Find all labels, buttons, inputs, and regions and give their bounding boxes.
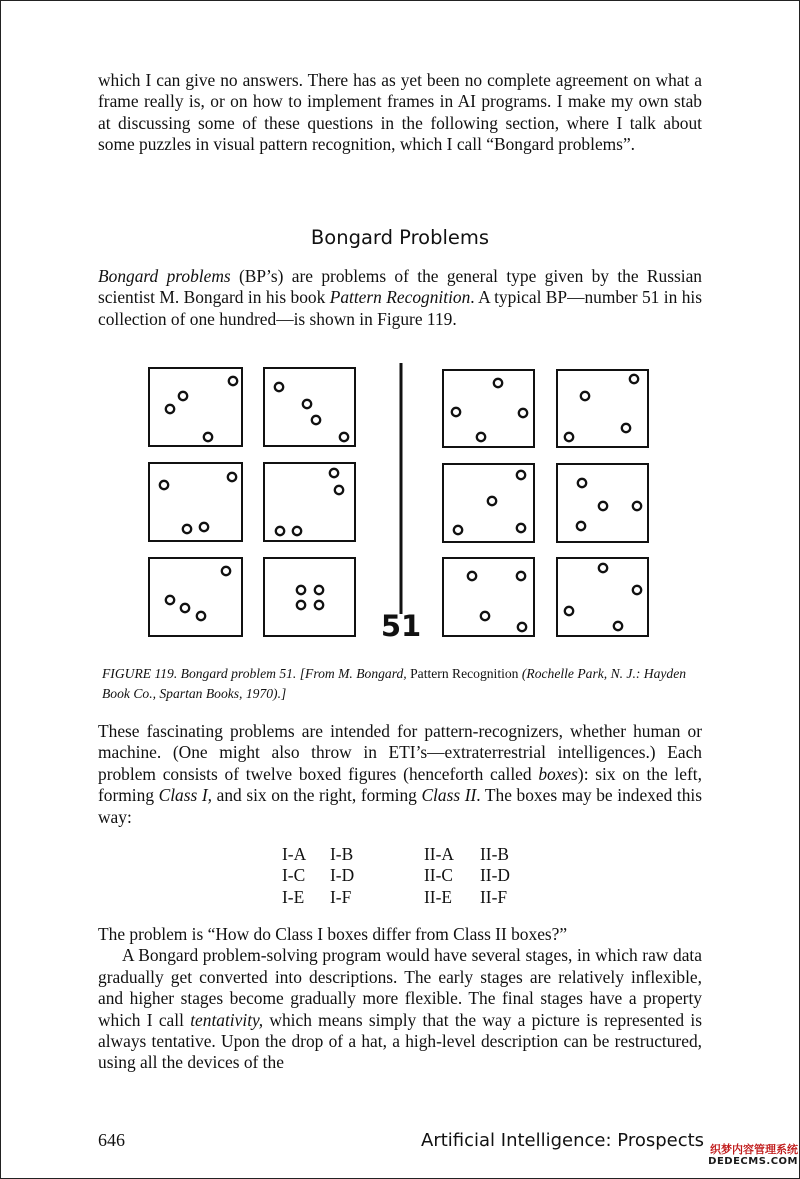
description-paragraph: These fascinating problems are intended for pattern-recognizers, whether human or machine. (One might also throw in ETI’s—extraterrestrial intelligences.) Each problem consists of twelve boxed figures (henceforth called boxes): six on the left, forming Class I, and six on the right, forming Class II. The boxes may be indexed this way: — [98, 721, 703, 827]
box-index-table — [282, 844, 536, 908]
circle — [275, 383, 283, 391]
circle — [297, 601, 305, 609]
problem-paragraphs — [98, 924, 702, 1074]
circle — [488, 497, 496, 505]
circle — [581, 392, 589, 400]
circle — [197, 612, 205, 620]
circle — [452, 408, 460, 416]
circle — [200, 523, 208, 531]
circle — [468, 572, 476, 580]
circle — [315, 601, 323, 609]
circle — [633, 586, 641, 594]
bongard-intro-paragraph: Bongard problems (BP’s) are problems of the general type given by the Russian scientist M. Bongard in his book Pattern Recognition. A typical BP—number 51 in his collection of one hundred—is shown in Figure 119. — [98, 266, 703, 329]
box-II-B — [557, 370, 648, 447]
circle — [166, 596, 174, 604]
circle — [454, 526, 462, 534]
book-title: Pattern Recognition — [329, 287, 471, 308]
circle — [599, 564, 607, 572]
circle — [518, 623, 526, 631]
circle — [599, 502, 607, 510]
circle — [228, 473, 236, 481]
circle — [166, 405, 174, 413]
circle — [183, 525, 191, 533]
circle — [614, 622, 622, 630]
figure-caption: FIGURE 119. Bongard problem 51. [From M. Bongard, Pattern Recognition (Rochelle Park, N. J.: Hayden Book Co., Spartan Books, 1970).] — [102, 666, 687, 701]
circle — [477, 433, 485, 441]
section-heading: Bongard Problems — [310, 226, 490, 249]
box-I-F — [264, 558, 355, 636]
circle — [565, 607, 573, 615]
circle — [578, 479, 586, 487]
circle — [633, 502, 641, 510]
circle — [517, 471, 525, 479]
circle — [622, 424, 630, 432]
circle — [312, 416, 320, 424]
circle — [315, 586, 323, 594]
problem-question: The problem is “How do Class I boxes differ from Class II boxes?” — [98, 924, 568, 944]
circle — [204, 433, 212, 441]
watermark: 织梦内容管理系统 DEDECMS.COM — [708, 1143, 798, 1167]
circle — [160, 481, 168, 489]
circle — [340, 433, 348, 441]
box-I-D — [264, 463, 355, 541]
term-bongard-problems: Bongard problems — [98, 266, 231, 286]
circle — [179, 392, 187, 400]
circle — [519, 409, 527, 417]
circle — [293, 527, 301, 535]
circle — [181, 604, 189, 612]
box-I-E — [149, 558, 242, 636]
circle — [330, 469, 338, 477]
circle — [297, 586, 305, 594]
circle — [565, 433, 573, 441]
stages-paragraph: A Bongard problem-solving program would have several stages, in which raw data gradually get converted into descriptions. The early stages are relatively inflexible, and higher stages become gradually more flexible. The final stages have a property which I call tentativity, which means simply that the way a picture is represented is always tentative. Upon the drop of a hat, a high-level description can be restructured, using all the devices of the — [98, 945, 702, 1073]
circle — [630, 375, 638, 383]
page-number: 646 — [98, 1130, 125, 1150]
intro-paragraph: which I can give no answers. There has as yet been no complete agreement on what a frame really is, or on how to implement frames in AI programs. I make my own stab at discussing some of these questions in the following section, where I talk about some puzzles in visual pattern recognition, which I call “Bongard problems”. — [98, 70, 702, 155]
circle — [335, 486, 343, 494]
circle — [517, 572, 525, 580]
running-title: Artificial Intelligence: Prospects — [421, 1130, 705, 1151]
circle — [481, 612, 489, 620]
circle — [276, 527, 284, 535]
index-row: I-A I-B II-A II-B — [282, 844, 509, 864]
circle — [494, 379, 502, 387]
circle — [577, 522, 585, 530]
circle — [222, 567, 230, 575]
circle — [303, 400, 311, 408]
index-row: I-E I-F II-E II-F — [282, 886, 508, 907]
index-row: I-C I-D II-C II-D — [282, 865, 510, 886]
problem-number: 51 — [380, 609, 422, 643]
circle — [517, 524, 525, 532]
circle — [229, 377, 237, 385]
box-II-F — [557, 558, 648, 636]
